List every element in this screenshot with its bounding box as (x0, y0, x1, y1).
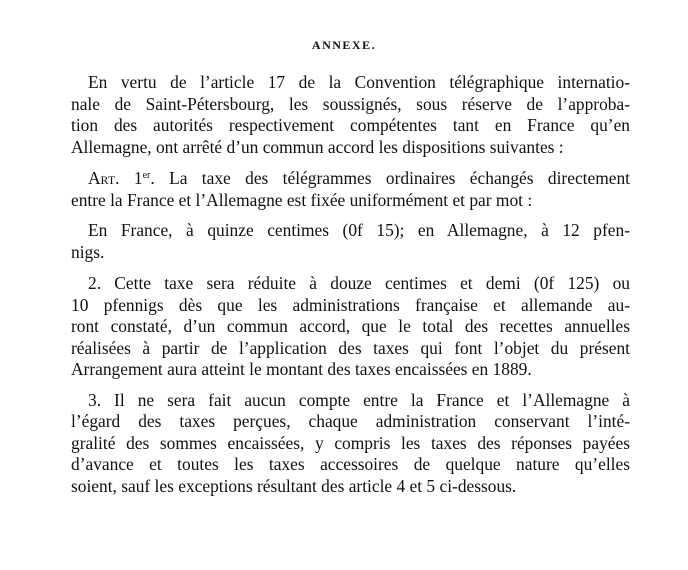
text-line: 10 pfennigs dès que les administrations française et allemande au- (71, 294, 630, 315)
text-line: En vertu de l’article 17 de la Convention télégraphique internatio- (88, 72, 630, 92)
text-line: nigs. (71, 241, 105, 262)
text-line: Allemagne, ont arrêté d’un commun accord les dispositions suivantes : (71, 136, 564, 157)
text-line: gralité des sommes encaissées, y compris les taxes des réponses payées (71, 432, 630, 453)
text-line: ront constaté, d’un commun accord, que le total des recettes annuelles (71, 316, 630, 336)
text-line: entre la France et l’Allemagne est fixée uniformément et par mot : (71, 189, 533, 210)
text-line: nale de Saint-Pétersbourg, les soussignés, sous réserve de l’approba- (71, 93, 630, 114)
article-label: Art. 1 (88, 168, 143, 188)
text-line: Arrangement aura atteint le montant des taxes encaissées en 1889. (71, 359, 532, 379)
text-line: réalisées à partir de l’application des taxes qui font l’objet du présent (71, 337, 630, 358)
paragraph-article-2 (54, 273, 630, 381)
paragraph-article-1 (54, 168, 630, 211)
paragraph-rates (54, 220, 630, 263)
annex-heading: ANNEXE. (311, 38, 377, 52)
text-line: l’égard des taxes perçues, chaque administration conservant l’inté- (71, 411, 630, 431)
text-line (54, 168, 630, 190)
text-line: 2. Cette taxe sera réduite à douze centimes et demi (0f 125) ou (88, 273, 630, 293)
text-line: soient, sauf les exceptions résultant des article 4 et 5 ci-dessous. (71, 475, 517, 496)
document-body (54, 72, 630, 506)
paragraph-article-3 (54, 390, 630, 498)
text-line: d’avance et toutes les taxes accessoires de quelque nature qu’elles (71, 454, 630, 474)
text-line: En France, à quinze centimes (0f 15); en Allemagne, à 12 pfen- (88, 220, 630, 240)
article-label-superscript: er (142, 170, 151, 181)
text-line: tion des autorités respectivement compétentes tant en France qu’en (71, 115, 630, 135)
paragraph-preamble (54, 72, 630, 158)
text-line-content: . La taxe des télégrammes ordinaires échangés directement (150, 168, 630, 188)
text-line: 3. Il ne sera fait aucun compte entre la France et l’Allemagne à (88, 389, 630, 410)
